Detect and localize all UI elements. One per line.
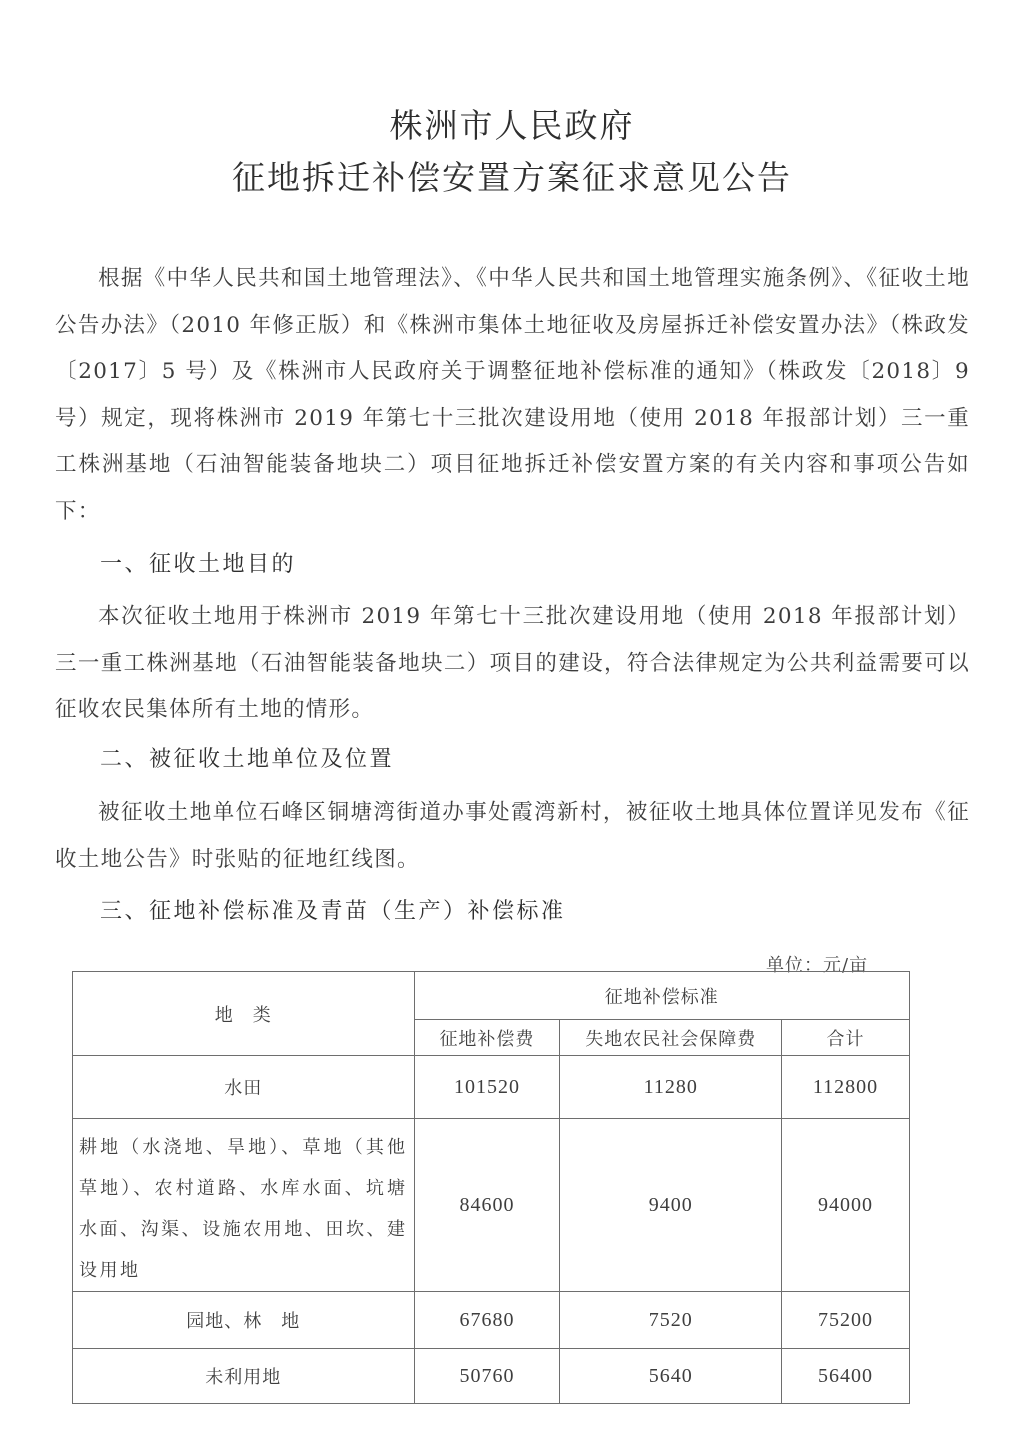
section-heading-standards: 三、征地补偿标准及青苗（生产）补偿标准 <box>100 899 566 924</box>
table-row <box>73 1119 910 1292</box>
cell-social-security: 9400 <box>560 1119 782 1292</box>
cell-total: 56400 <box>782 1349 910 1404</box>
cell-social-security: 11280 <box>560 1056 782 1119</box>
table-row <box>73 1349 910 1404</box>
section-heading-purpose: 一、征收土地目的 <box>100 552 297 577</box>
cell-land-type: 未利用地 <box>73 1349 415 1404</box>
cell-compensation: 67680 <box>414 1292 560 1349</box>
cell-compensation: 50760 <box>414 1349 560 1404</box>
section-heading-location: 二、被征收土地单位及位置 <box>100 747 395 772</box>
cell-total: 75200 <box>782 1292 910 1349</box>
header-total: 合计 <box>782 1020 910 1056</box>
cell-social-security: 7520 <box>560 1292 782 1349</box>
cell-compensation: 101520 <box>414 1056 560 1119</box>
section-body-purpose: 本次征收土地用于株洲市 2019 年第七十三批次建设用地（使用 2018 年报部计划）三一重工株洲基地（石油智能装备地块二）项目的建设，符合法律规定为公共利益需要可以征收农民集体所有土地的情形。 <box>55 604 970 722</box>
compensation-table <box>72 971 910 1404</box>
cell-land-type: 园地、林 地 <box>73 1292 415 1349</box>
header-social-security-fee: 失地农民社会保障费 <box>560 1020 782 1056</box>
document-title-issuer: 株洲市人民政府 <box>389 106 635 145</box>
cell-land-type: 耕地（水浇地、旱地）、草地（其他草地）、农村道路、水库水面、坑塘水面、沟渠、设施农用地、田坎、建设用地 <box>73 1119 415 1292</box>
document-title-subject: 征地拆迁补偿安置方案征求意见公告 <box>232 158 792 197</box>
section-body-location: 被征收土地单位石峰区铜塘湾街道办事处霞湾新村，被征收土地具体位置详见发布《征收土地公告》时张贴的征地红线图。 <box>55 800 970 872</box>
cell-land-type: 水田 <box>73 1056 415 1119</box>
header-compensation-group: 征地补偿标准 <box>414 972 909 1020</box>
cell-total: 94000 <box>782 1119 910 1292</box>
table-row <box>73 1292 910 1349</box>
cell-social-security: 5640 <box>560 1349 782 1404</box>
cell-total: 112800 <box>782 1056 910 1119</box>
header-land-type: 地 类 <box>73 972 415 1056</box>
table-row <box>73 1056 910 1119</box>
intro-paragraph: 根据《中华人民共和国土地管理法》、《中华人民共和国土地管理实施条例》、《征收土地公告办法》（2010 年修正版）和《株洲市集体土地征收及房屋拆迁补偿安置办法》（株政发〔2017〕5 号）及《株洲市人民政府关于调整征地补偿标准的通知》（株政发〔2018〕9 号）规定，现将株洲市 2019 年第七十三批次建设用地（使用 2018 年报部计划）三一重工株洲基地（石油智能装备地块二）项目征地拆迁补偿安置方案的有关内容和事项公告如下： <box>55 266 970 524</box>
table-header-row <box>73 972 910 1020</box>
cell-compensation: 84600 <box>414 1119 560 1292</box>
header-compensation-fee: 征地补偿费 <box>414 1020 560 1056</box>
table-unit-label: 单位：元/亩 <box>766 955 869 976</box>
